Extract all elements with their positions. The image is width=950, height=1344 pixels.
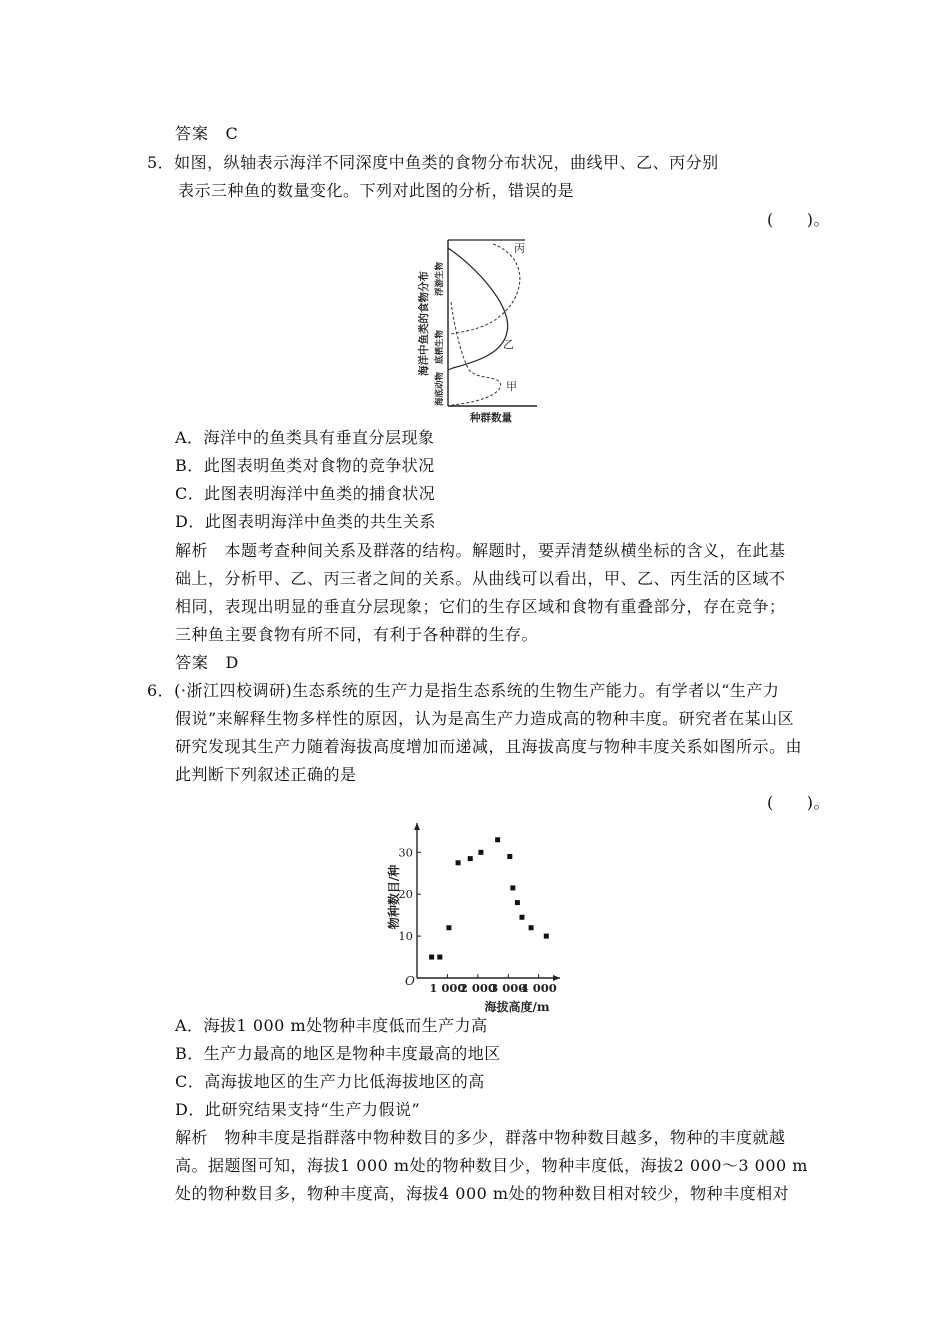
chart-x-tick-label: 2 000 (459, 981, 496, 995)
q5-analysis-line1: 解析 本题考查种间关系及群落的结构。解题时，要弄清楚纵横坐标的含义，在此基 (175, 541, 786, 560)
curve-label-bing: 丙 (514, 242, 525, 255)
q5-stem-line2: 表示三种鱼的数量变化。下列对此图的分析，错误的是 (178, 181, 575, 200)
q6-stem-line2: 假说”来解释生物多样性的原因，认为是高生产力造成高的物种丰度。研究者在某山区 (175, 709, 795, 728)
chart-data-point (478, 850, 483, 855)
y-axis-label: 海洋中鱼类的食物分布 (418, 271, 430, 376)
chart-y-tick-label: 10 (398, 929, 413, 944)
chart-x-tick-label: 1 000 (429, 981, 466, 995)
zone-label-seafloor: 海底动物 (435, 371, 445, 406)
chart-y-axis-label: 物种数目/种 (387, 864, 401, 930)
q6-stem-line1: 6．(·浙江四校调研)生态系统的生产力是指生态系统的生物生产能力。有学者以“生产力 (147, 681, 780, 700)
chart-data-point (507, 854, 512, 859)
altitude-species-scatter-chart (380, 815, 580, 1015)
q5-answer (175, 653, 239, 673)
chart-data-point (495, 837, 500, 842)
chart-y-tick-label: 30 (398, 845, 413, 860)
q6-option-c: C．高海拔地区的生产力比低海拔地区的高 (175, 1072, 485, 1091)
q5-option-c: C．此图表明海洋中鱼类的捕食状况 (175, 484, 436, 503)
chart-data-point (519, 915, 524, 920)
chart-data-point (468, 856, 473, 861)
q6-analysis-line3: 处的物种数目多，物种丰度高，海拔4 000 m处的物种数目相对较少，物种丰度相对 (175, 1184, 790, 1203)
curve-label-yi: 乙 (503, 338, 514, 351)
q5-option-a: A．海洋中的鱼类具有垂直分层现象 (175, 428, 435, 447)
q5-option-b: B．此图表明鱼类对食物的竞争状况 (175, 456, 435, 475)
q5-answer-bracket: ( )。 (767, 210, 830, 229)
curve-label-jia: 甲 (506, 380, 517, 393)
chart-y-tick-label: 20 (398, 887, 413, 902)
chart-origin-label: O (405, 974, 415, 988)
chart-data-point (437, 955, 442, 960)
chart-data-point (515, 900, 520, 905)
chart-x-tick-label: 4 000 (520, 981, 557, 995)
answer-label: 答案 (175, 653, 210, 672)
q5-analysis-line4: 三种鱼主要食物有所不同，有利于各种群的生存。 (175, 625, 539, 644)
curve-jia (449, 302, 501, 406)
q5-stem-line1: 5．如图，纵轴表示海洋不同深度中鱼类的食物分布状况，曲线甲、乙、丙分别 (147, 153, 719, 172)
q6-answer-bracket: ( )。 (767, 793, 830, 812)
q5-analysis-line3: 相同，表现出明显的垂直分层现象；它们的生存区域和食物有重叠部分，存在竞争； (175, 597, 786, 616)
x-axis-label: 种群数量 (470, 412, 512, 424)
q6-analysis-line2: 高。据题图可知，海拔1 000 m处的物种数目少，物种丰度低，海拔2 000～3 000 m (175, 1156, 808, 1175)
q5-analysis-line2: 础上，分析甲、乙、丙三者之间的关系。从曲线可以看出，甲、乙、丙生活的区域不 (175, 569, 786, 588)
q6-option-d: D．此研究结果支持“生产力假说” (175, 1100, 421, 1119)
chart-x-axis-label: 海拔高度/m (484, 1000, 550, 1014)
chart-data-point (529, 925, 534, 930)
q4-answer (175, 124, 238, 144)
answer-value: C (225, 124, 239, 143)
fish-distribution-figure (415, 236, 550, 424)
zone-label-benthos: 底栖生物 (435, 329, 445, 364)
chart-data-point (429, 955, 434, 960)
q6-option-a: A．海拔1 000 m处物种丰度低而生产力高 (175, 1016, 488, 1035)
curve-yi (448, 248, 508, 370)
chart-y-arrow (414, 823, 420, 830)
answer-value: D (225, 653, 239, 672)
answer-label: 答案 (175, 124, 210, 143)
chart-data-point (446, 925, 451, 930)
chart-x-tick-label: 3 000 (490, 981, 527, 995)
zone-label-plankton: 浮游生物 (435, 261, 445, 296)
q6-stem-line3: 研究发现其生产力随着海拔高度增加而递减，且海拔高度与物种丰度关系如图所示。由 (175, 737, 803, 756)
chart-data-point (456, 860, 461, 865)
chart-data-point (510, 885, 515, 890)
q6-analysis-line1: 解析 物种丰度是指群落中物种数目的多少，群落中物种数目越多，物种的丰度就越 (175, 1128, 786, 1147)
q6-stem-line4: 此判断下列叙述正确的是 (175, 765, 357, 784)
q6-option-b: B．生产力最高的地区是物种丰度最高的地区 (175, 1044, 501, 1063)
q5-option-d: D．此图表明海洋中鱼类的共生关系 (175, 512, 436, 531)
chart-data-point (544, 934, 549, 939)
